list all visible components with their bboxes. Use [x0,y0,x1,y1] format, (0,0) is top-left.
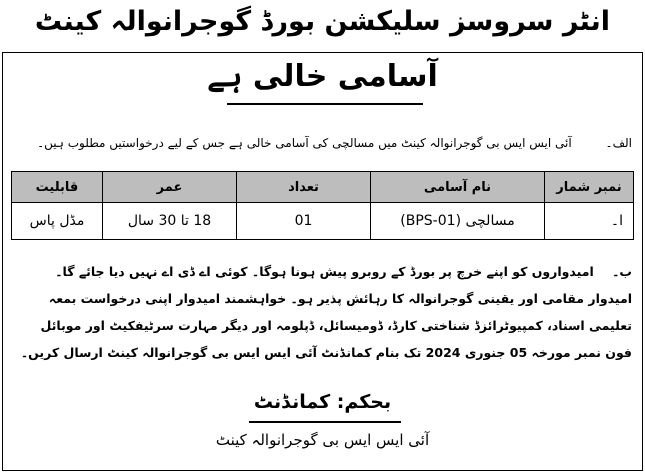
paragraph-b [12,258,632,366]
paragraph-b-text: امیدواروں کو اپنے خرچ پر بورڈ کے روبرو پیش ہونا ہوگا۔ کوئی اے ڈی اے نہیں دیا جائے گا۔ امیدوار مقامی اور یقینی گوجرانوالہ کا رہائش پذیر ہو۔ خواہشمند امیدوار اپنی درخواست بمعہ تعلیمی اسناد، کمپیوٹرائزڈ شناختی کارڈ، ڈومیسائل، ڈپلومہ اور دیگر مہارت سرٹیفکیٹ اور موبائل فون نمبر مورخہ 05 جنوری 2024 تک بنام کمانڈنٹ آئی ایس ایس بی گوجرانوالہ کینٹ ارسال کریں۔ [20,264,632,360]
table-row [12,203,634,240]
cell-qualification: مڈل پاس [12,203,103,240]
title-underline [227,103,423,105]
table-header-row [12,172,634,203]
cell-quantity: 01 [237,203,371,240]
notice-title: آسامی خالی ہے [207,59,438,94]
header-age: عمر [103,172,237,203]
cell-serial: ا۔ [545,203,634,240]
header-serial: نمبر شمار [545,172,634,203]
header-qualification: قابلیت [12,172,103,203]
paragraph-b-marker: ب۔ [612,264,632,279]
header-title: انٹر سروسز سلیکشن بورڈ گوجرانوالہ کینٹ [34,6,611,37]
header-quantity: تعداد [237,172,371,203]
paragraph-a-text: آئی ایس ایس بی گوجرانوالہ کینٹ میں مسالچی کی آسامی خالی ہے جس کے لیے درخواستیں مطلوب ہیں۔ [37,136,572,150]
signature-line-2: آئی ایس ایس بی گوجرانوالہ کینٹ [215,431,430,449]
header-post-name: نام آسامی [371,172,545,203]
paragraph-a [32,134,632,152]
paragraph-a-marker: الف۔ [605,136,632,150]
vacancy-table [11,171,634,240]
signature-line-1: بحکم: کمانڈنٹ [253,391,392,413]
cell-post-name: مسالچی (BPS-01) [371,203,545,240]
signature-underline [249,421,401,423]
cell-age: 18 تا 30 سال [103,203,237,240]
notice-frame [2,52,643,471]
